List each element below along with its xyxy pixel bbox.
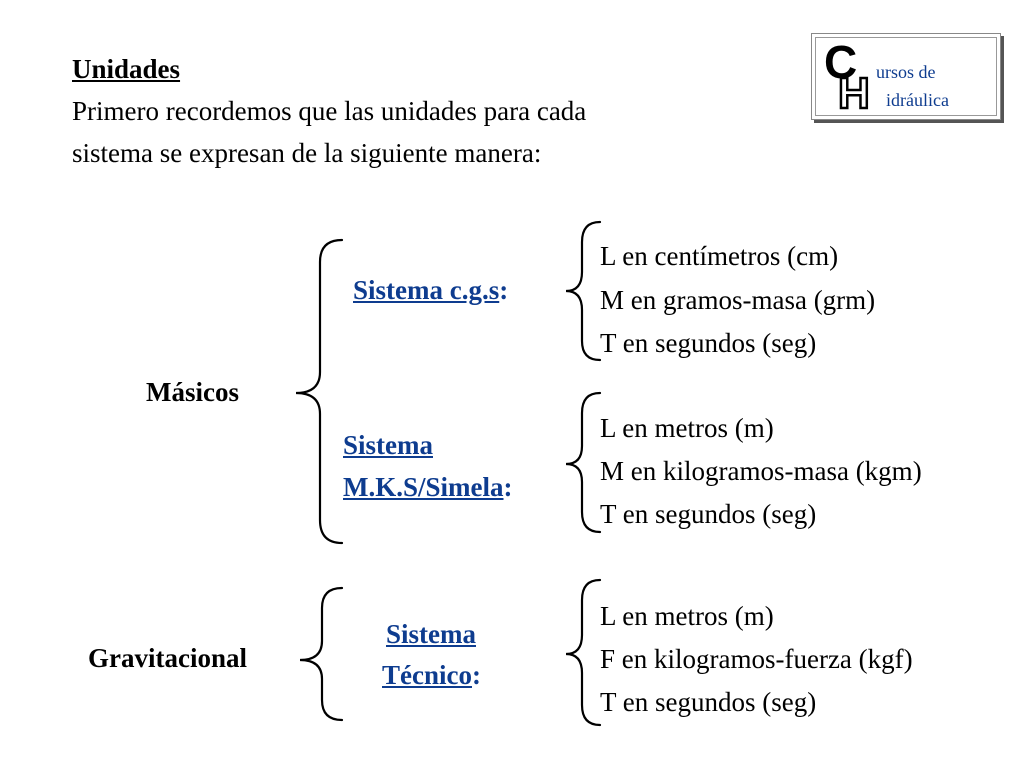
page-title: Unidades: [72, 54, 181, 84]
unit-cgs-length: L en centímetros (cm): [600, 241, 839, 271]
logo-text-bottom: idráulica: [886, 90, 949, 110]
system-tecnico-colon: :: [471, 660, 481, 690]
system-tecnico-line-1: [386, 619, 476, 650]
system-mks-name-line-2: M.K.S/Simela: [343, 472, 504, 502]
unit-tecnico-length: L en metros (m): [600, 601, 774, 631]
cgs-brace: [566, 222, 600, 360]
system-cgs-colon: :: [499, 275, 509, 305]
system-mks-name-line-1: Sistema: [343, 430, 433, 460]
unit-cgs-mass: M en gramos-masa (grm): [600, 285, 876, 315]
system-tecnico-name-line-1: Sistema: [386, 619, 476, 649]
logo-letter-c: C: [824, 36, 858, 88]
system-cgs: [353, 275, 508, 306]
category-masicos: Másicos: [146, 377, 239, 407]
masicos-brace: [296, 240, 342, 543]
gravitacional-brace: [300, 588, 342, 720]
unit-tecnico-force: F en kilogramos-fuerza (kgf): [600, 644, 913, 674]
system-cgs-name: Sistema c.g.s: [353, 275, 500, 305]
unit-cgs-time: T en segundos (seg): [600, 328, 817, 358]
unit-mks-time: T en segundos (seg): [600, 499, 817, 529]
unit-tecnico-time: T en segundos (seg): [600, 687, 817, 717]
logo-letter-h: H: [838, 69, 870, 118]
intro-line-2: sistema se expresan de la siguiente manera:: [72, 138, 542, 168]
system-mks-line-2: [343, 472, 513, 503]
intro-line-1: Primero recordemos que las unidades para cada: [72, 96, 587, 126]
category-gravitacional: Gravitacional: [88, 643, 247, 673]
system-tecnico-line-2: [382, 660, 481, 691]
system-mks-colon: :: [503, 472, 513, 502]
system-mks-line-1: [343, 430, 433, 461]
system-tecnico-name-line-2: Técnico: [382, 660, 472, 690]
unit-mks-length: L en metros (m): [600, 413, 774, 443]
tecnico-brace: [566, 580, 600, 725]
logo-text-top: ursos de: [876, 62, 936, 82]
unit-mks-mass: M en kilogramos-masa (kgm): [600, 456, 922, 486]
mks-brace: [566, 393, 600, 532]
